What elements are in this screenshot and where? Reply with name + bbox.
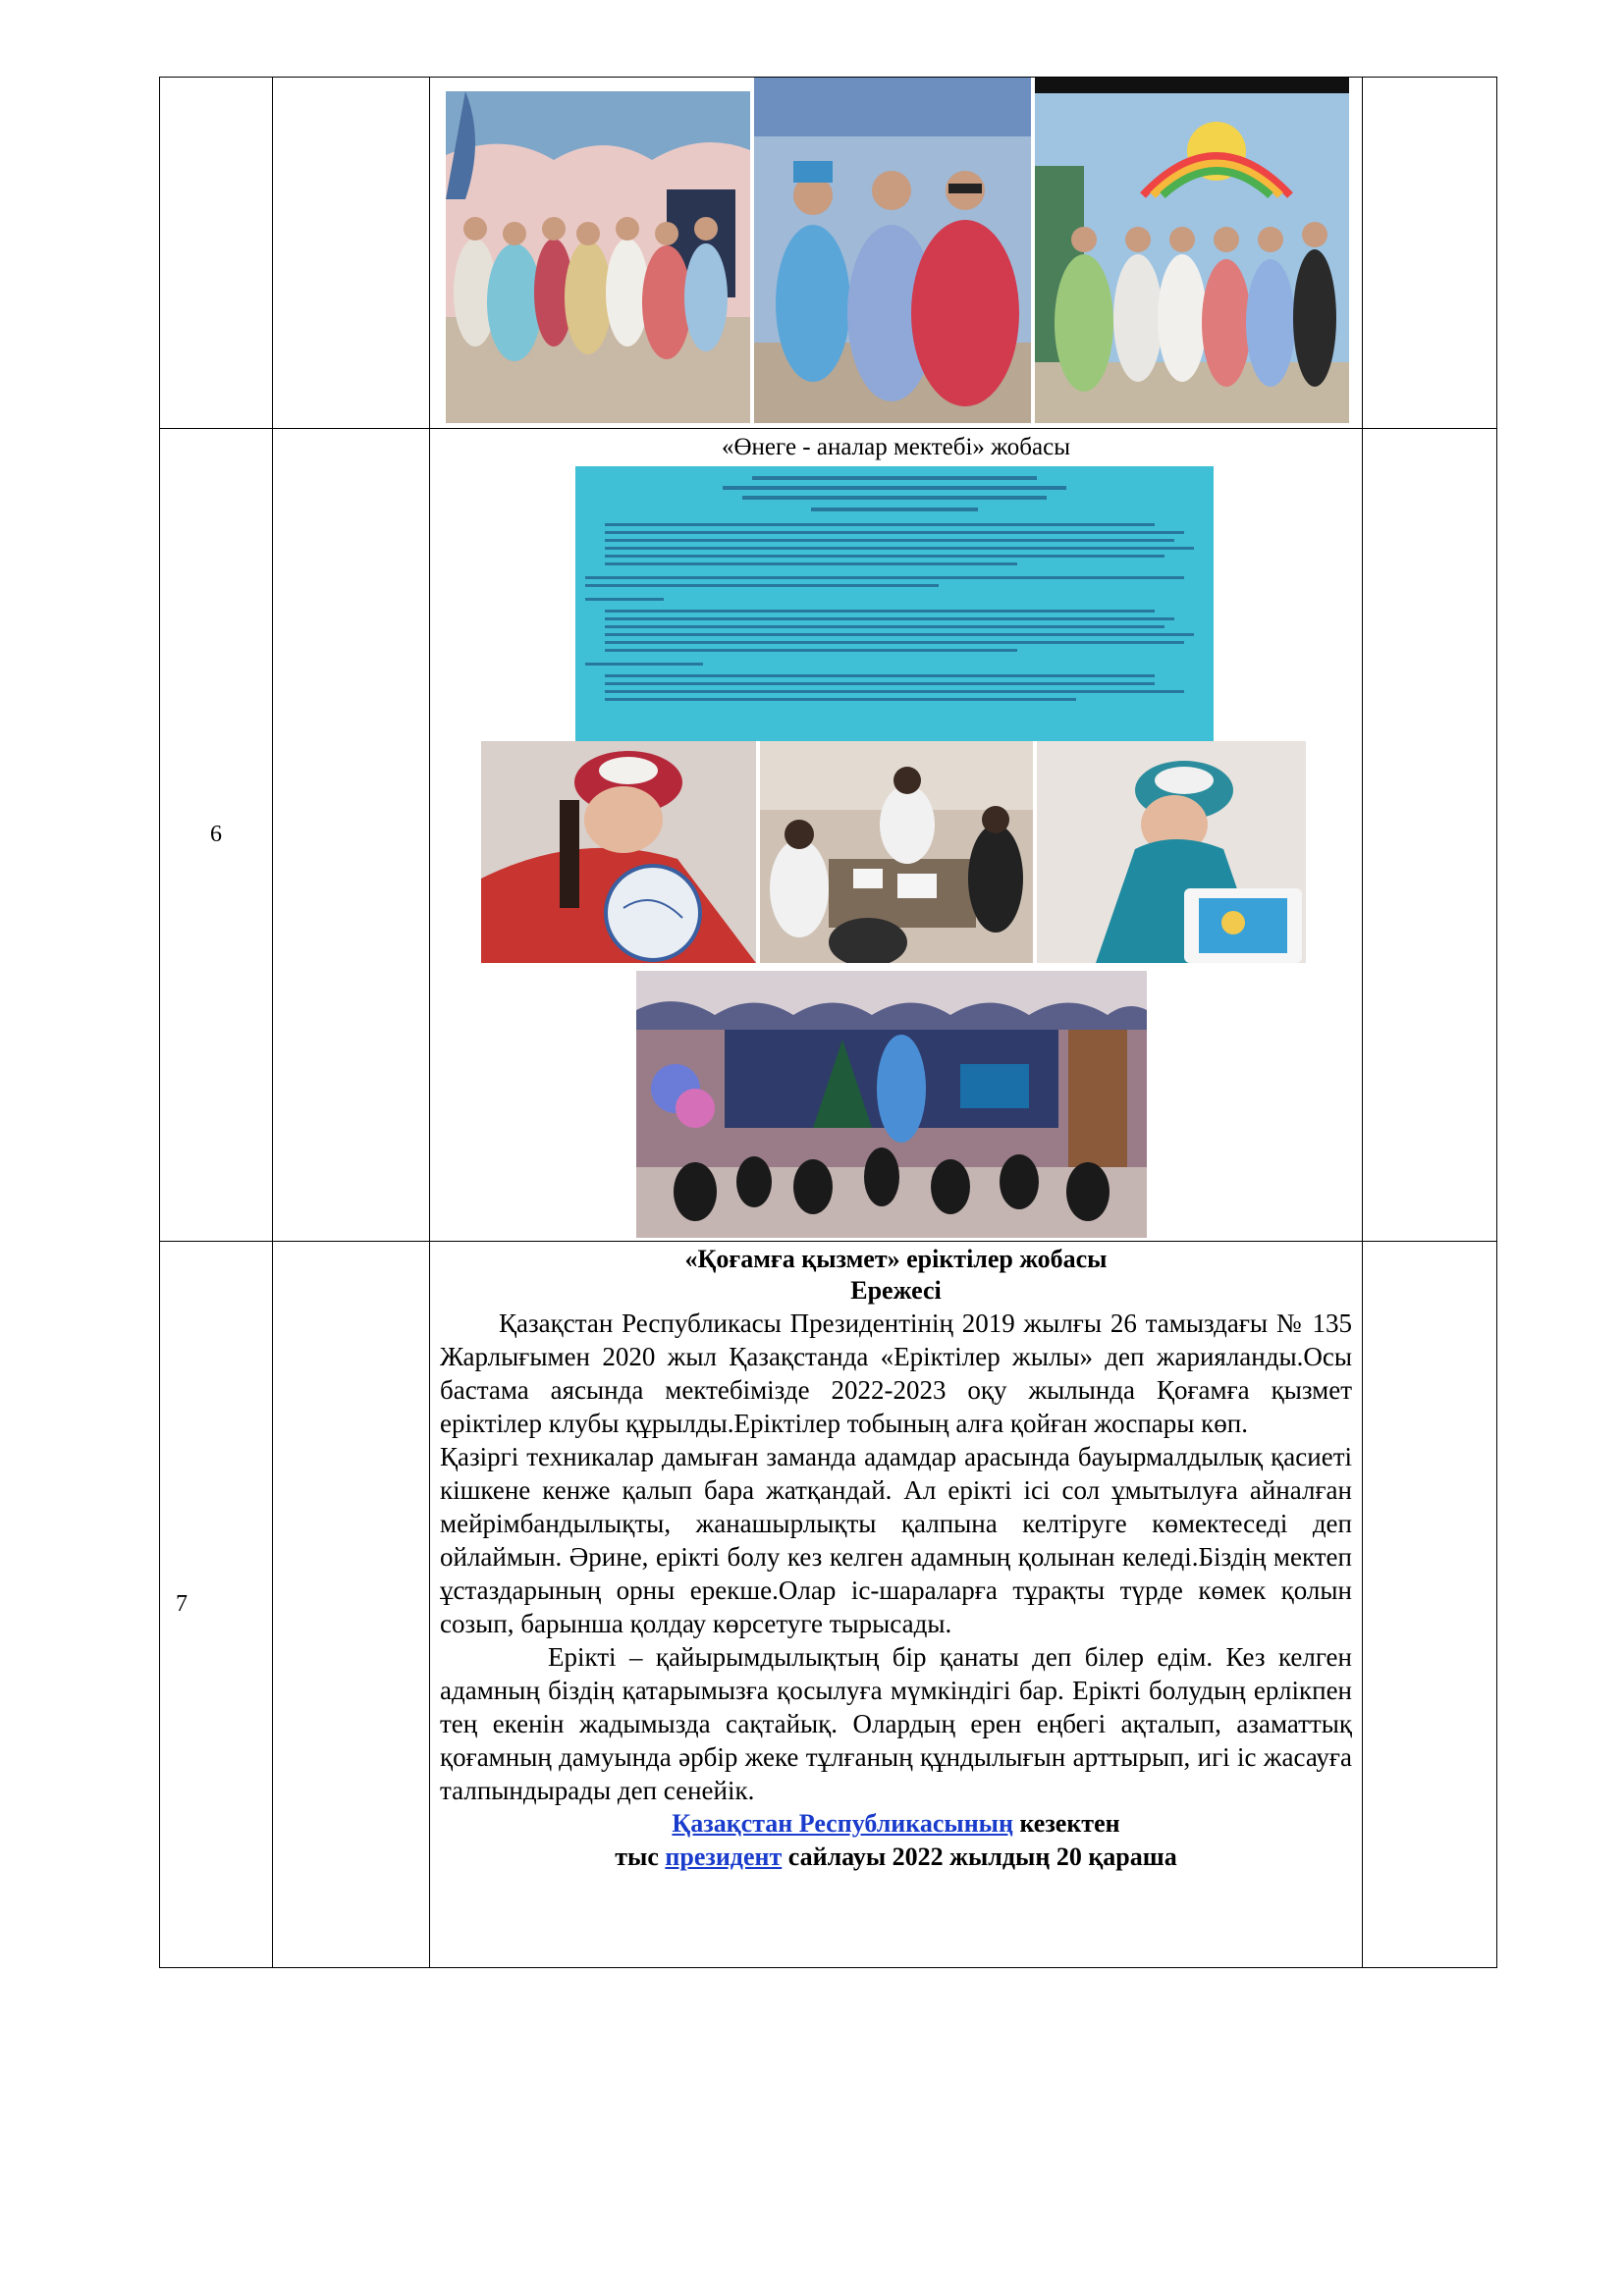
- table-row: [160, 78, 1497, 429]
- row-number-cell: [160, 78, 273, 429]
- empty-cell: [273, 78, 430, 429]
- photo-costume-girls-exhibition: [1035, 78, 1349, 423]
- president-link[interactable]: президент: [665, 1842, 783, 1871]
- photo-auditorium-event: [636, 971, 1147, 1238]
- table-row: [160, 1242, 1497, 1968]
- project-title: «Қоғамға қызмет» еріктілер жобасы: [684, 1245, 1108, 1273]
- empty-cell: [273, 429, 430, 1242]
- paragraph-1: Қазақстан Республикасы Президентінің 2019 жылғы 26 тамыздағы № 135 Жарлығымен 2020 жыл Қазақстанда «Еріктілер жылы» деп жарияланды.Осы бастама аясында мектебімізде 2022-2023 оқу жылында Қоғамға қызмет еріктілер клубы құрылды.Еріктілер тобының алға қойған жоспары көп.: [440, 1308, 1352, 1438]
- paragraph-2: Қазіргі техникалар дамыған заманда адамдар арасында бауырмалдылық қасиеті кішкене кенже қалып бара жатқандай. Ал ерікті ісі сол ұмытылуға айналған мейрімбандылықты, жанашырлықты қалпына келтіруге көмектеседі деп ойлаймын. Әрине, ерікті болу кез келген адамның қолынан келеді.Біздің мектеп ұстаздарының орны ерекше.Олар іс-шараларға тұрақты түрде көмек қолын созып, барынша қолдау көрсетуге тырысады.: [440, 1442, 1352, 1638]
- paragraph-3: Ерікті – қайырымдылықтың бір қанаты деп білер едім. Кез келген адамның біздің қатарымызға қосылуға мүмкіндігі бар. Ерікті болудың ерлікпен тең екенін жадымызда сақтайық. Олардың ерен еңбегі ақталып, азаматтық қоғамның дамуында әрбір жеке тұлғаның құндылығын арттырып, игі іс жасауға талпындырады деп сенейік.: [440, 1642, 1352, 1805]
- footer-line-2: [430, 1841, 1362, 1874]
- photo-project-poster: [575, 466, 1214, 741]
- photo-girl-embroidery-hoop: [481, 741, 756, 963]
- footer-text-1: кезектен: [1012, 1809, 1120, 1838]
- empty-cell: [1363, 429, 1497, 1242]
- row-number-cell: 6: [160, 429, 273, 1242]
- table-row: [160, 429, 1497, 1242]
- photo-costume-girls-blue-red: [754, 78, 1031, 423]
- kazakhstan-link[interactable]: Қазақстан Республикасының: [672, 1809, 1013, 1838]
- photo-costume-show-group: [446, 91, 750, 423]
- photo-students-table-work: [760, 741, 1033, 963]
- footer-text-2a: тыс: [615, 1842, 666, 1871]
- document-table: [159, 77, 1497, 1968]
- photo-girl-embroidery-frame: [1037, 741, 1306, 963]
- project-6-cell: [430, 429, 1363, 1242]
- row-number-cell: 7: [160, 1242, 273, 1968]
- photos-cell: [430, 78, 1363, 429]
- footer-text-2b: сайлауы 2022 жылдың 20 қараша: [782, 1842, 1177, 1871]
- empty-cell: [273, 1242, 430, 1968]
- footer-line-1: [430, 1807, 1362, 1841]
- project-caption: «Өнеге - аналар мектебі» жобасы: [721, 434, 1071, 460]
- empty-cell: [1363, 1242, 1497, 1968]
- project-subtitle: Ережесі: [850, 1276, 942, 1305]
- project-7-cell: [430, 1242, 1363, 1968]
- empty-cell: [1363, 78, 1497, 429]
